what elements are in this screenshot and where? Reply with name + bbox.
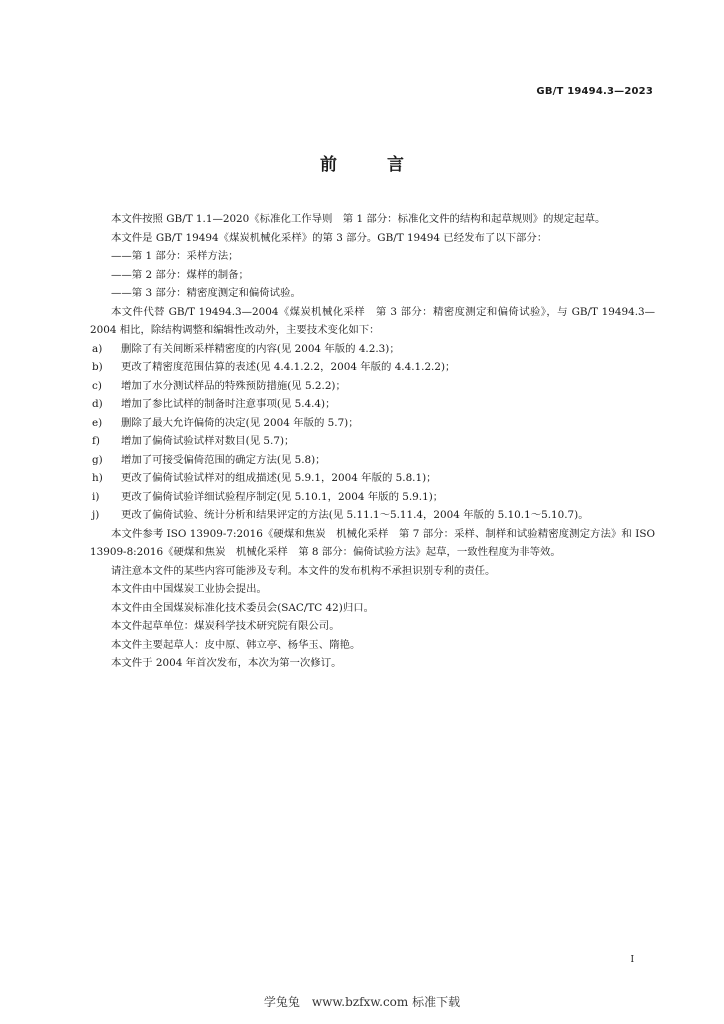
part-list-item: ——第 3 部分：精密度测定和偏倚试验。 — [111, 287, 301, 299]
change-item — [90, 395, 655, 414]
change-label: c) — [92, 379, 102, 392]
part-list-item: ——第 1 部分：采样方法； — [111, 250, 239, 262]
page-number: I — [630, 955, 634, 965]
change-text: 删除了有关间断采样精密度的内容(见 2004 年版的 4.2.3)； — [121, 342, 400, 355]
change-item — [90, 377, 655, 396]
change-label: j) — [92, 509, 100, 521]
change-text: 更改了偏倚试验试样对的组成描述(见 5.9.1，2004 年版的 5.8.1)； — [121, 472, 437, 484]
paragraph-drafting-unit: 本文件起草单位：煤炭科学技术研究院有限公司。 — [111, 620, 340, 632]
document-body — [90, 210, 655, 673]
paragraph-history: 本文件于 2004 年首次发布，本次为第一次修订。 — [111, 657, 342, 669]
change-label: d) — [92, 398, 103, 410]
standard-number: GB/T 19494.3—2023 — [536, 86, 653, 97]
paragraph-iso-reference: 本文件参考 ISO 13909-7:2016《硬煤和焦炭 机械化采样 第 7 部分：采样、制样和试验精密度测定方法》和 ISO 13909-8:2016《硬煤和焦炭 机械化采样 第 8 部分：偏倚试验方法》起草，一致性程度为非等效。 — [90, 527, 655, 558]
part-list-item: ——第 2 部分：煤样的制备； — [111, 268, 249, 281]
change-text: 增加了可接受偏倚范围的确定方法(见 5.8)； — [121, 453, 326, 466]
change-item — [90, 414, 655, 433]
change-text: 删除了最大允许偏倚的决定(见 2004 年版的 5.7)； — [121, 416, 359, 429]
change-item — [90, 506, 655, 525]
change-item — [90, 451, 655, 470]
change-text: 增加了偏倚试验试样对数目(见 5.7)； — [121, 435, 295, 447]
change-text: 增加了水分测试样品的特殊预防措施(见 5.2.2)； — [121, 379, 346, 392]
paragraph-series-intro: 本文件是 GB/T 19494《煤炭机械化采样》的第 3 部分。GB/T 19494 已经发布了以下部分： — [111, 231, 548, 244]
change-item — [90, 469, 655, 488]
change-item — [90, 340, 655, 359]
paragraph-proposer: 本文件由中国煤炭工业协会提出。 — [111, 583, 267, 595]
change-text: 更改了偏倚试验、统计分析和结果评定的方法(见 5.11.1～5.11.4，2004 年版的 5.10.1～5.10.7)。 — [121, 509, 589, 521]
paragraph-drafting-rules: 本文件按照 GB/T 1.1—2020《标准化工作导则 第 1 部分：标准化文件的结构和起草规则》的规定起草。 — [111, 213, 606, 225]
change-text: 增加了参比试样的制备时注意事项(见 5.4.4)； — [121, 398, 336, 410]
change-label: h) — [92, 472, 103, 484]
change-item — [90, 432, 655, 451]
paragraph-drafters: 本文件主要起草人：皮中原、韩立亭、杨华玉、隋艳。 — [111, 638, 361, 651]
change-label: b) — [92, 361, 103, 373]
change-label: i) — [92, 490, 100, 503]
watermark-footer: 学兔兔 www.bzfxw.com 标准下载 — [263, 995, 461, 1009]
change-text: 更改了精密度范围估算的表述(见 4.4.1.2.2，2004 年版的 4.4.1.2.2)； — [121, 361, 456, 373]
paragraph-committee: 本文件由全国煤炭标准化技术委员会(SAC/TC 42)归口。 — [111, 601, 375, 614]
change-label: e) — [92, 416, 103, 429]
paragraph-patent-notice: 请注意本文件的某些内容可能涉及专利。本文件的发布机构不承担识别专利的责任。 — [111, 564, 496, 577]
change-label: g) — [92, 453, 103, 466]
change-text: 更改了偏倚试验详细试验程序制定(见 5.10.1，2004 年版的 5.9.1)； — [121, 490, 444, 503]
paragraph-replacement: 本文件代替 GB/T 19494.3—2004《煤炭机械化采样 第 3 部分：精密度测定和偏倚试验》，与 GB/T 19494.3—2004 相比，除结构调整和编辑性改动外，主要技术变化如下： — [90, 305, 655, 336]
change-item — [90, 488, 655, 507]
change-label: a) — [92, 342, 103, 355]
change-label: f) — [92, 435, 100, 447]
page-title: 前 言 — [320, 155, 426, 175]
change-item — [90, 358, 655, 377]
